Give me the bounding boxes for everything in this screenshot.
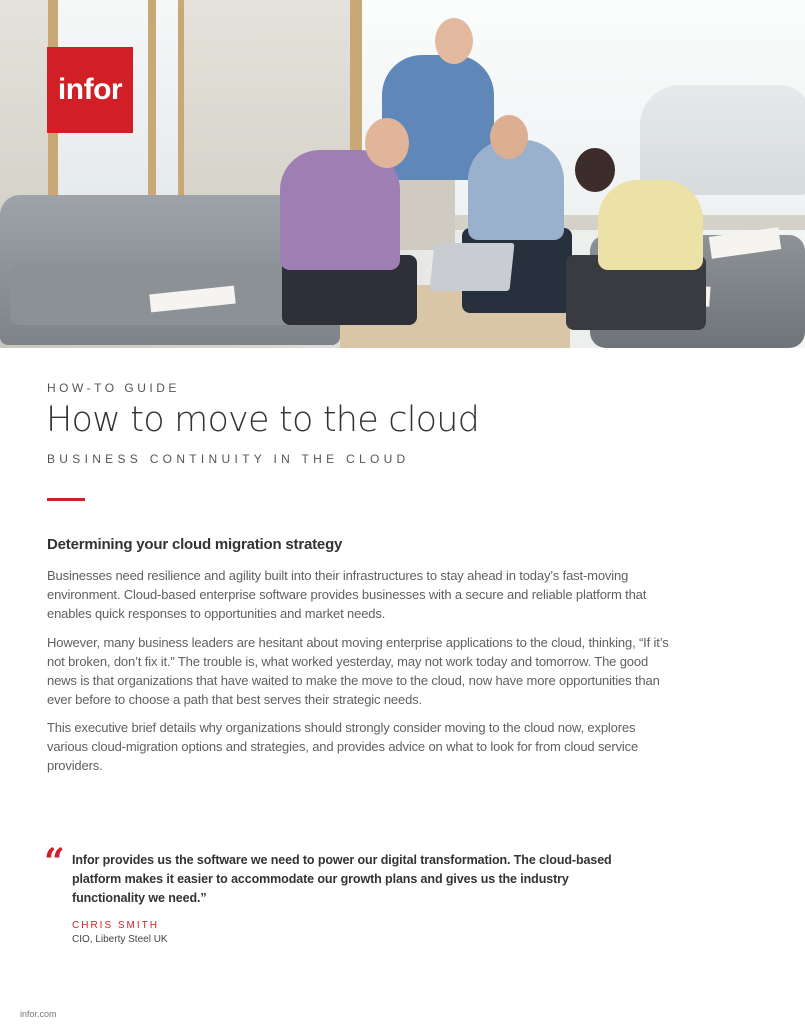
photo-person-head	[490, 115, 528, 159]
section-heading: Determining your cloud migration strategy	[47, 536, 343, 553]
photo-window	[150, 0, 184, 215]
footer-url[interactable]: infor.com	[20, 1009, 57, 1019]
photo-person	[280, 150, 400, 270]
photo-person-head	[365, 118, 409, 168]
body-paragraph: This executive brief details why organizations should strongly consider moving to the cloud now, explores various cloud-migration options and strategies, and provides advice on what to look for from cloud service providers.	[47, 720, 639, 773]
photo-person-head	[435, 18, 473, 64]
logo-text: infor	[57, 73, 123, 106]
photo-person-legs	[395, 170, 455, 250]
page-subtitle: BUSINESS CONTINUITY IN THE CLOUD	[47, 452, 410, 466]
quote-author-role: CIO, Liberty Steel UK	[72, 934, 168, 945]
eyebrow-label: HOW-TO GUIDE	[47, 381, 180, 395]
quote-mark-icon: “	[44, 841, 65, 883]
infor-logo[interactable]	[47, 47, 133, 133]
body-paragraph: Businesses need resilience and agility built into their infrastructures to stay ahead in today’s fast-moving environment. Cloud-based enterprise software provides businesses with a secure and reliable platform that enables quick responses to opportunities and market needs.	[47, 568, 647, 621]
page-title: How to move to the cloud	[46, 400, 480, 440]
photo-person-head	[575, 148, 615, 192]
photo-car	[640, 85, 805, 195]
photo-person	[598, 180, 703, 270]
quote-author-name: CHRIS SMITH	[72, 920, 159, 931]
photo-laptop	[429, 243, 514, 291]
body-paragraph: However, many business leaders are hesitant about moving enterprise applications to the cloud, thinking, “If it’s not broken, don’t fix it.” The trouble is, what worked yesterday, may not work today and tomorrow. The good news is that organizations that have waited to make the move to the cloud, now have more opportunities than ever before to choose a path that best serves their strategic needs.	[47, 635, 669, 707]
testimonial-quote: Infor provides us the software we need to power our digital transformation. The cloud-based platform makes it easier to accommodate our growth plans and gives us the industry functionality we need.”	[72, 853, 612, 905]
accent-divider	[47, 498, 85, 501]
